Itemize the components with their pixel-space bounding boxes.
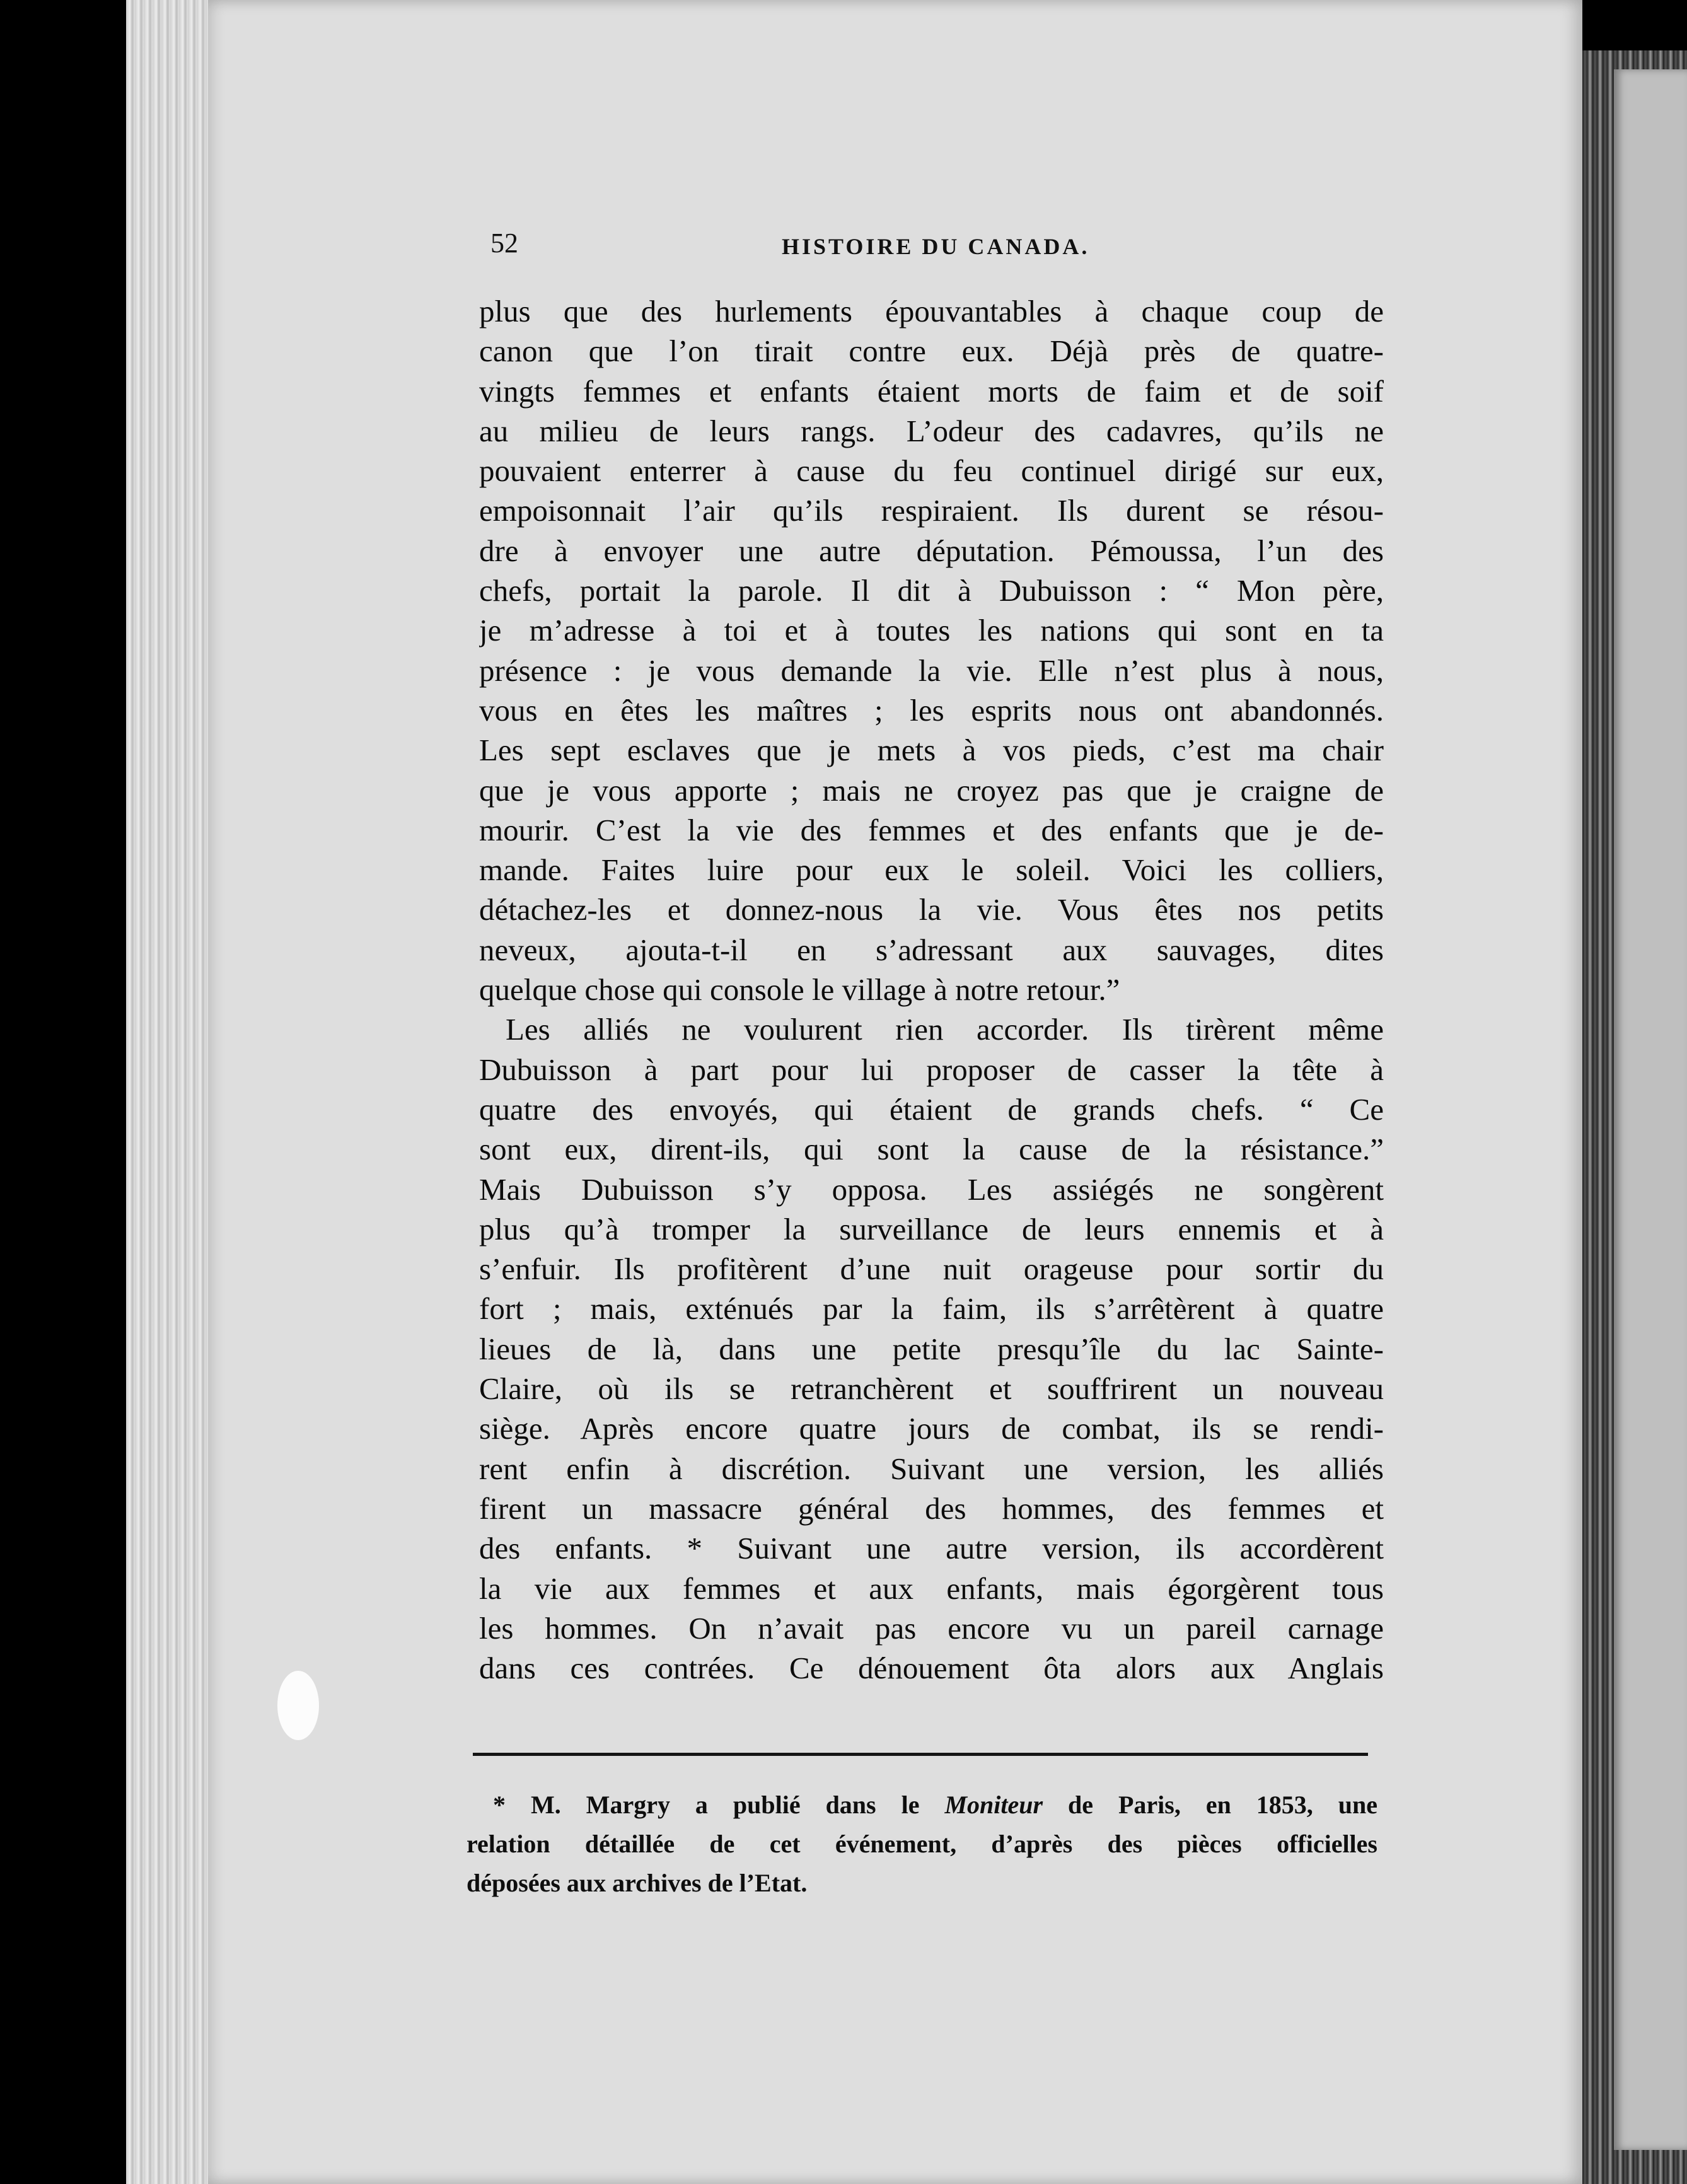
footnote-line: relation détaillée de cet événement, d’après des pièces officielles [467,1830,1377,1858]
text-line: je m’adresse à toi et à toutes les nations qui sont en ta [479,613,1384,648]
text-line: vingts femmes et enfants étaient morts de faim et de soif [479,373,1384,409]
footnote-rule [473,1753,1368,1756]
page-stack-left-edge [126,0,214,2184]
text-line: chefs, portait la parole. Il dit à Dubuisson : “ Mon père, [479,573,1384,608]
text-line: siège. Après encore quatre jours de combat, ils se rendi- [479,1411,1384,1446]
text-line: empoisonnait l’air qu’ils respiraient. Ils durent se résou- [479,493,1384,528]
text-line: plus que des hurlements épouvantables à chaque coup de [479,294,1384,328]
text-line: lieues de là, dans une petite presqu’île du lac Sainte- [479,1331,1384,1366]
footnote-line: déposées aux archives de l’Etat. [467,1869,808,1897]
footnote [467,1786,1377,1903]
text-line: présence : je vous demande la vie. Elle n’est plus à nous, [479,653,1384,688]
running-title: HISTOIRE DU CANADA. [782,234,1090,259]
text-line: Dubuisson à part pour lui proposer de casser la tête à [479,1052,1384,1087]
text-line: s’enfuir. Ils profitèrent d’une nuit orageuse pour sortir du [479,1252,1384,1287]
text-line: plus qu’à tromper la surveillance de leurs ennemis et à [479,1211,1384,1246]
text-line: fort ; mais, exténués par la faim, ils s’arrêtèrent à quatre [479,1291,1384,1327]
text-line: que je vous apporte ; mais ne croyez pas que je craigne de [479,772,1384,808]
footnote-line [467,1786,1377,1825]
text-line: pouvaient enterrer à cause du feu continuel dirigé sur eux, [479,453,1384,489]
page-number: 52 [490,228,518,258]
text-line: firent un massacre général des hommes, des femmes et [479,1490,1384,1526]
footnote-text: * M. Margry a publié dans le [493,1791,945,1819]
text-line: sont eux, dirent-ils, qui sont la cause de la résistance.” [479,1132,1384,1167]
running-head [490,227,1379,265]
text-line: quatre des envoyés, qui étaient de grands chefs. “ Ce [479,1091,1384,1127]
text-line: les hommes. On n’avait pas encore vu un pareil carnage [479,1610,1384,1646]
text-line: la vie aux femmes et aux enfants, mais égorgèrent tous [479,1571,1384,1606]
text-line: Les sept esclaves que je mets à vos pieds, c’est ma chair [479,733,1384,768]
text-line: des enfants. * Suivant une autre version, ils accordèrent [479,1531,1384,1566]
body-text [479,291,1384,1688]
text-line: mande. Faites luire pour eux le soleil. Voici les colliers, [479,852,1384,888]
footnote-text: de Paris, en 1853, une [1043,1791,1377,1819]
next-page-sliver [1614,69,1687,2150]
text-line: dans ces contrées. Ce dénouement ôta alors aux Anglais [479,1651,1384,1686]
text-line: Claire, où ils se retranchèrent et souffrirent un nouveau [479,1371,1384,1407]
text-line: neveux, ajouta-t-il en s’adressant aux sauvages, dites [479,932,1384,967]
text-line: Mais Dubuisson s’y opposa. Les assiégés ne songèrent [479,1171,1384,1207]
text-line: détachez-les et donnez-nous la vie. Vous êtes nos petits [479,892,1384,927]
footnote-italic-title: Moniteur [944,1791,1043,1819]
text-line: vous en êtes les maîtres ; les esprits nous ont abandonnés. [479,692,1384,728]
text-line: quelque chose qui console le village à notre retour.” [479,972,1120,1008]
text-line: dre à envoyer une autre députation. Pémoussa, l’un des [479,533,1384,568]
text-line: mourir. C’est la vie des femmes et des enfants que je de- [479,812,1384,847]
text-line: canon que l’on tirait contre eux. Déjà près de quatre- [479,334,1384,369]
text-line: Les alliés ne voulurent rien accorder. Ils tirèrent même [506,1012,1384,1047]
scan-smudge [277,1671,319,1740]
text-line: au milieu de leurs rangs. L’odeur des cadavres, qu’ils ne [479,413,1384,448]
text-line: rent enfin à discrétion. Suivant une version, les alliés [479,1451,1384,1486]
